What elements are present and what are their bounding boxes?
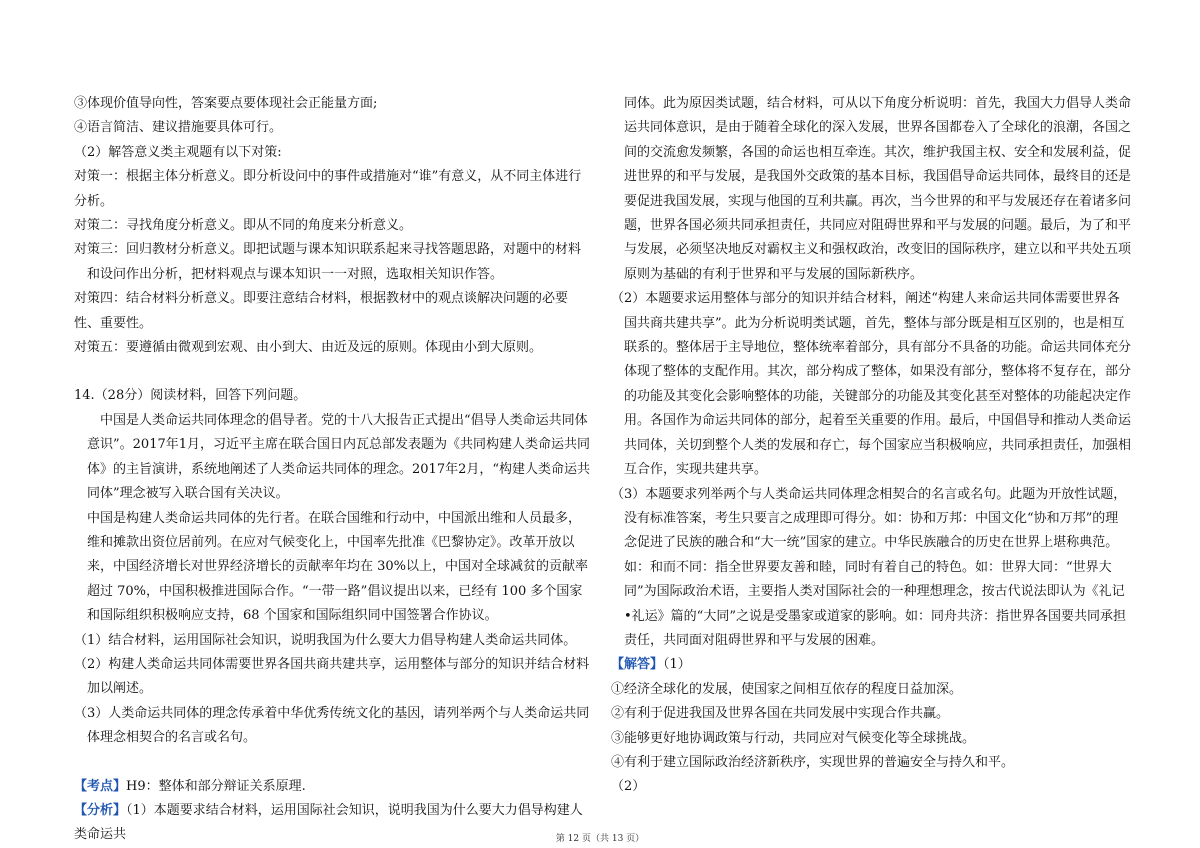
answer-item: ②有利于促进我国及世界各国在共同发展中实现合作共赢。 (611, 706, 950, 722)
answer-item: ③能够更好地协调政策与行动，共同应对气候变化等全球挑战。 (611, 730, 976, 746)
right-column (611, 92, 1131, 800)
text-line: （2）解答意义类主观题有以下对策: (74, 144, 282, 160)
sub-question: （1）结合材料，运用国际社会知识，说明我国为什么要大力倡导构建人类命运共同体。 (74, 632, 577, 648)
text-line: 对策二：寻找角度分析意义。即从不同的角度来分析意义。 (74, 218, 413, 234)
kaodian-line (74, 775, 592, 799)
sub-question: （2）构建人类命运共同体需要世界各国共商共建共享，运用整体与部分的知识并结合材料加以阐述。 (74, 656, 590, 697)
jieda-label: 【解答】 (611, 657, 664, 673)
kaodian-label: 【考点】 (74, 778, 127, 794)
jieda-first: （1） (663, 657, 691, 673)
answer-item: （2） (611, 779, 646, 795)
text-line: ④语言简洁、建议措施要具体可行。 (74, 120, 283, 136)
analysis-paragraph: （3）本题要求列举两个与人类命运共同体理念相契合的名言或名句。此题为开放性试题，没有标准答案，考生只要言之成理即可得分。如：协和万邦：中国文化“协和万邦”的理念促进了民族的融合和“大一统”国家的建立。中华民族融合的历史在世界上堪称典范。 如：和而不同：指全世界要友善和睦，同时有着自己的特色。如：世界大同：“世界大同”为国际政治术语，主要指人类对国际社会的一种理想理念，按古代说法即认为《礼记•礼运》篇的“大同”之说是受墨家或道家的影响。如：同舟共济：指世界各国要共同承担责任，共同面对阻碍世界和平与发展的困难。 (611, 486, 1127, 648)
fenxi-label: 【分析】 (74, 802, 127, 818)
material-paragraph: 中国是构建人类命运共同体的先行者。在联合国维和行动中，中国派出维和人员最多，维和摊款出资位居前列。在应对气候变化上，中国率先批准《巴黎协定》。改革开放以来，中国经济增长对世界经济增长的贡献率年均在 30%以上，中国对全球减贫的贡献率超过 70%，中国积极推进国际合作。“一带一路”倡议提出以来，已经有 100 多个国家和国际组织积极响应支持，68 个国家和国际组织同中国签署合作协议。 (87, 510, 589, 624)
left-column (74, 92, 592, 848)
answer-item: ④有利于建立国际政治经济新秩序，实现世界的普遍安全与持久和平。 (611, 754, 1015, 770)
text-line: 对策三：回归教材分析意义。即把试题与课本知识联系起来寻找答题思路，对题中的材料和设问作出分析，把材料观点与课本知识一一对照，选取相关知识作答。 (74, 242, 582, 282)
text-line: 对策五：要遵循由微观到宏观、由小到大、由近及远的原则。体现由小到大原则。 (74, 340, 543, 356)
analysis-paragraph: （2）本题要求运用整体与部分的知识并结合材料，阐述“构建人来命运共同体需要世界各国共商共建共享”。此为分析说明类试题，首先，整体与部分既是相互区别的，也是相互联系的。整体居于主导地位，整体统率着部分，具有部分不具备的功能。命运共同体充分体现了整体的支配作用。其次，部分构成了整体，如果没有部分，整体将不复存在，部分的功能及其变化会影响整体的功能，关键部分的功能及其变化甚至对整体的功能起决定作用。各国作为命运共同体的部分，起着至关重要的作用。最后，中国倡导和推动人类命运共同体，关切到整个人类的发展和存亡，每个国家应当积极响应，共同承担责任，加强相互合作，实现共建共享。 (611, 291, 1132, 478)
answer-item: ①经济全球化的发展，使国家之间相互依存的程度日益加深。 (611, 681, 963, 697)
text-line: ③体现价值导向性，答案要点要体现社会正能量方面; (74, 96, 378, 111)
page-footer: 第 12 页（共 13 页） (555, 834, 645, 844)
text-line: 对策一：根据主体分析意义。即分析设问中的事件或措施对“谁”有意义，从不同主体进行分析。 (74, 169, 582, 209)
fenxi-text: （1）本题要求结合材料，运用国际社会知识，说明我国为什么要大力倡导构建人类命运共 (74, 802, 583, 843)
analysis-paragraph: 同体。此为原因类试题，结合材料，可从以下角度分析说明：首先，我国大力倡导人类命运共同体意识，是由于随着全球化的深入发展，世界各国都卷入了全球化的浪潮，各国之间的交流愈发频繁，各国的命运也相互牵连。其次，维护我国主权、安全和发展利益，促进世界的和平与发展，是我国外交政策的基本目标，我国倡导命运共同体，最终目的还是要促进我国发展，实现与他国的互利共赢。再次，当今世界的和平与发展还存在着诸多问题，世界各国必须共同承担责任，共同应对阻碍世界和平与发展的问题。最后，为了和平与发展，必须坚决地反对霸权主义和强权政治，改变旧的国际秩序，建立以和平共处五项原则为基础的有利于世界和平与发展的国际新秩序。 (624, 96, 1132, 282)
question-title: 14.（28分）阅读材料，回答下列问题。 (74, 388, 307, 404)
jieda-line (611, 653, 1131, 677)
kaodian-text: H9：整体和部分辩证关系原理. (126, 778, 306, 794)
sub-question: （3）人类命运共同体的理念传承着中华优秀传统文化的基因，请列举两个与人类命运共同体理念相契合的名言或名句。 (74, 705, 590, 746)
text-line: 对策四：结合材料分析意义。即要注意结合材料，根据教材中的观点谈解决问题的必要性、重要性。 (74, 291, 569, 331)
material-paragraph: 中国是人类命运共同体理念的倡导者。党的十八大报告正式提出“倡导人类命运共同体意识”。2017年1月，习近平主席在联合国日内瓦总部发表题为《共同构建人类命运共同体》的主旨演讲，系统地阐述了人类命运共同体的理念。2017年2月，“构建人类命运共同体”理念被写入联合国有关决议。 (87, 412, 591, 502)
